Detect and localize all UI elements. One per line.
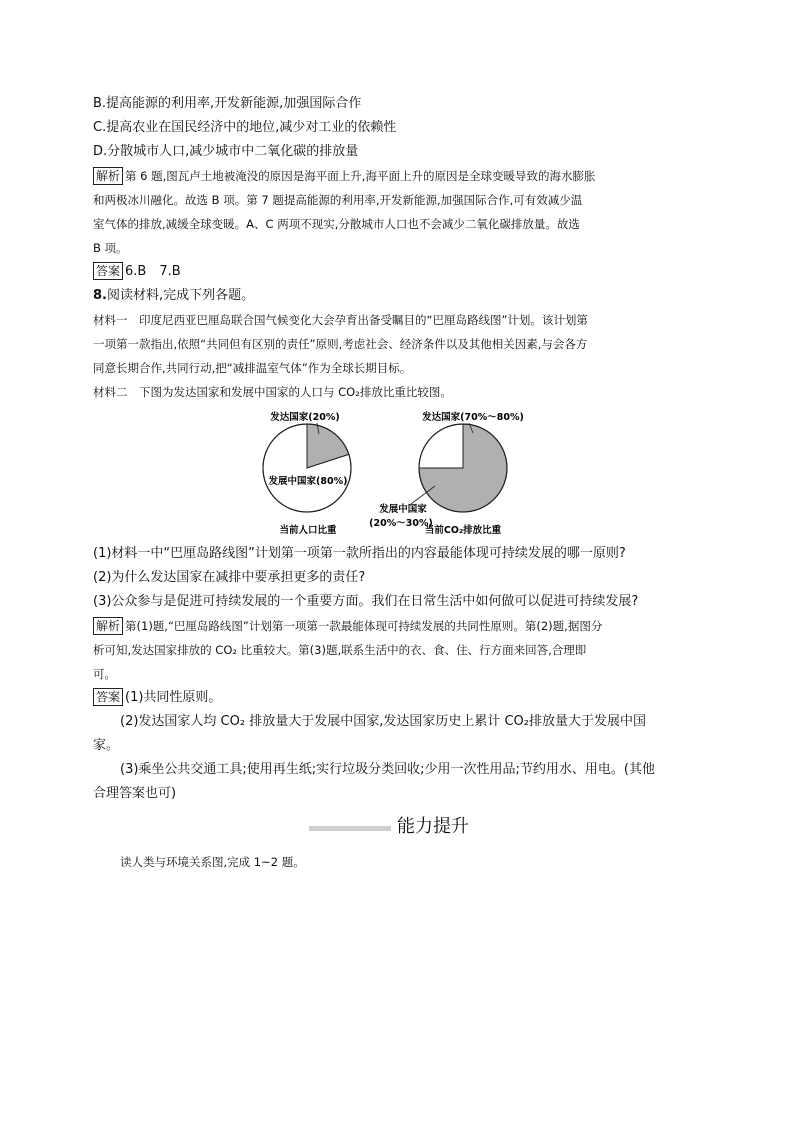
analysis-tag: 解析 — [93, 167, 123, 185]
section-title: 能力提升 — [397, 816, 469, 837]
analysis-1-line3: 室气体的排放,减缓全球变暖。A、C 两项不现实,分散城市人口也不会减少二氧化碳排放量。故选 — [93, 217, 580, 231]
analysis-1-line4: B 项。 — [93, 241, 128, 255]
analysis-1-line1: 解析 第 6 题,图瓦卢土地被淹没的原因是海平面上升,海平面上升的原因是全球变暖导致的海水膨胀 — [93, 164, 703, 188]
answer-1: 答案 6.B 7.B — [93, 260, 703, 284]
answer-2-a1: 答案 (1)共同性原则。 — [93, 686, 703, 710]
co2-developing-label-1: 发展中国家 — [379, 504, 427, 515]
question-8-2: (2)为什么发达国家在减排中要承担更多的责任? — [93, 570, 366, 585]
analysis-2-line2: 析可知,发达国家排放的 CO₂ 比重较大。第(3)题,联系生活中的衣、食、住、行方面来回答,合理即 — [93, 643, 587, 657]
analysis-1-line2: 和两极冰川融化。故选 B 项。第 7 题提高能源的利用率,开发新能源,加强国际合作,可有效减少温 — [93, 193, 583, 207]
question-8-3: (3)公众参与是促进可持续发展的一个重要方面。我们在日常生活中如何做可以促进可持续发展? — [93, 594, 639, 609]
co2-developed-label: 发达国家(70%～80%) — [422, 412, 524, 423]
pop-caption: 当前人口比重 — [279, 525, 337, 536]
question-8-stem: 8.阅读材料,完成下列各题。 — [93, 288, 255, 303]
next-question-intro: 读人类与环境关系图,完成 1~2 题。 — [120, 855, 305, 869]
question-8-1: (1)材料一中“巴厘岛路线图”计划第一项第一款所指出的内容最能体现可持续发展的哪一原则? — [93, 546, 626, 561]
material-2-line: 材料二 下图为发达国家和发展中国家的人口与 CO₂排放比重比较图。 — [93, 385, 452, 399]
answer-2-a3-line2: 合理答案也可) — [93, 786, 177, 801]
answer-tag-2: 答案 — [93, 688, 123, 706]
pop-developing-label: 发展中国家(80%) — [268, 476, 348, 487]
co2-developing-slice — [419, 424, 463, 468]
answer-tag: 答案 — [93, 262, 123, 280]
population-pie — [263, 424, 351, 512]
material-1-line1: 材料一 印度尼西亚巴厘岛联合国气候变化大会孕育出备受瞩目的“巴厘岛路线图”计划。该计划第 — [93, 313, 588, 327]
answer-2-a3-line1: (3)乘坐公共交通工具;使用再生纸;实行垃圾分类回收;少用一次性用品;节约用水、用电。(其他 — [120, 762, 656, 777]
option-c: C.提高农业在国民经济中的地位,减少对工业的依赖性 — [93, 120, 397, 135]
option-b: B.提高能源的利用率,开发新能源,加强国际合作 — [93, 96, 362, 111]
pie-charts-svg — [93, 406, 703, 538]
material-1-line3: 同意长期合作,共同行动,把“减排温室气体”作为全球长期目标。 — [93, 361, 412, 375]
section-bar — [309, 826, 391, 831]
pie-charts — [93, 406, 703, 538]
analysis-2-line3: 可。 — [93, 667, 116, 681]
material-1-line2: 一项第一款指出,依照“共同但有区别的责任”原则,考虑社会、经济条件以及其他相关因素,与会各方 — [93, 337, 588, 351]
worksheet-page — [93, 92, 703, 874]
option-d: D.分散城市人口,减少城市中二氧化碳的排放量 — [93, 144, 359, 159]
co2-caption: 当前CO₂排放比重 — [424, 525, 502, 536]
analysis-tag-2: 解析 — [93, 617, 123, 635]
pop-developed-label: 发达国家(20%) — [270, 412, 340, 423]
analysis-2-line1: 解析 第(1)题,“巴厘岛路线图”计划第一项第一款最能体现可持续发展的共同性原则。第(2)题,据图分 — [93, 614, 703, 638]
co2-developing-label-2: (20%～30%) — [369, 518, 433, 529]
answer-2-a2-line2: 家。 — [93, 738, 120, 753]
section-header — [93, 806, 703, 850]
co2-pie — [419, 424, 507, 512]
answer-2-a2-line1: (2)发达国家人均 CO₂ 排放量大于发展中国家,发达国家历史上累计 CO₂排放量大于发展中国 — [120, 714, 646, 729]
